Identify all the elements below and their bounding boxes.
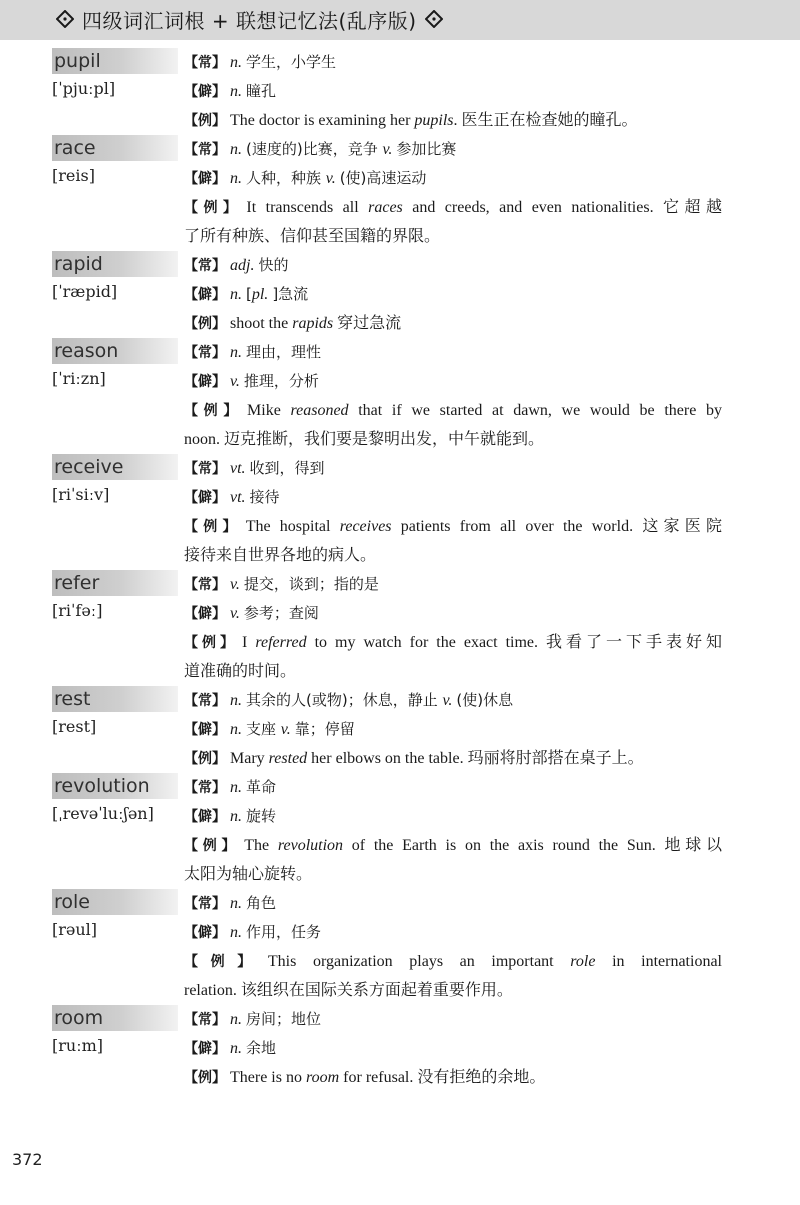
- example-sentence: [184, 744, 722, 773]
- example-text: Mike: [247, 402, 291, 419]
- headword: pupil: [54, 50, 101, 72]
- definitions: [184, 686, 722, 773]
- example-sentence: [184, 309, 722, 338]
- definition-text: 其余的人(或物)；休息，静止: [246, 691, 443, 709]
- example-line-continued: 了所有种族、信仰甚至国籍的界限。: [184, 228, 441, 245]
- headword-cell: [52, 251, 178, 277]
- definition-text: (使)高速运动: [339, 169, 427, 187]
- example-sentence: [184, 396, 722, 454]
- phonetic-transcription: [ˌrevəˈluːʃən]: [52, 804, 154, 823]
- part-of-speech: v.: [230, 373, 240, 390]
- definitions: [184, 454, 722, 570]
- part-of-speech: n.: [230, 54, 242, 71]
- headword-cell: [52, 338, 178, 364]
- part-of-speech: n.: [230, 344, 242, 361]
- example-text: shoot the: [230, 315, 293, 332]
- definition-text: [: [246, 285, 252, 303]
- definition-text: 参加比赛: [396, 140, 457, 158]
- example-line-continued: 道准确的时间。: [184, 663, 297, 680]
- definitions: [184, 889, 722, 1005]
- definition-text: 余地: [246, 1039, 277, 1057]
- example-keyword: rapids: [292, 315, 334, 332]
- word-entry: [52, 1005, 722, 1092]
- headword: revolution: [54, 775, 150, 797]
- example-sentence: [184, 512, 722, 570]
- definitions: [184, 135, 722, 251]
- part-of-speech: v.: [442, 692, 453, 709]
- example-sentence: [184, 947, 722, 1005]
- example-label: 【例】: [184, 635, 238, 651]
- headword-cell: [52, 454, 178, 480]
- example-label: 【例】: [184, 954, 264, 970]
- definition-text: ]急流: [272, 285, 309, 303]
- example-sentence: [184, 1063, 722, 1092]
- rare-label: 【僻】: [184, 374, 226, 390]
- part-of-speech: n.: [230, 83, 242, 100]
- common-definition: [184, 686, 722, 715]
- rare-definition: [184, 802, 722, 831]
- definition-text: 作用，任务: [246, 923, 322, 941]
- part-of-speech: v.: [325, 170, 336, 187]
- word-entry: [52, 48, 722, 135]
- part-of-speech: n.: [230, 286, 242, 303]
- rare-definition: [184, 77, 722, 106]
- example-text: and creeds, and even nationalities. 它超越: [402, 199, 722, 216]
- example-text: The doctor is examining her: [230, 112, 415, 129]
- rare-label: 【僻】: [184, 171, 226, 187]
- headword: receive: [54, 456, 124, 478]
- rare-label: 【僻】: [184, 287, 226, 303]
- phonetic-transcription: [ruːm]: [52, 1036, 103, 1055]
- example-keyword: receives: [339, 518, 392, 535]
- common-label: 【常】: [184, 693, 226, 709]
- word-entry: [52, 570, 722, 686]
- example-label: 【例】: [184, 751, 226, 767]
- definition-text: 提交，谈到；指的是: [243, 575, 379, 593]
- common-label: 【常】: [184, 258, 226, 274]
- example-label: 【例】: [184, 403, 244, 419]
- example-line: [184, 831, 722, 860]
- example-line: [184, 106, 722, 135]
- phonetic-transcription: [ˈræpid]: [52, 282, 118, 301]
- part-of-speech: v.: [230, 576, 240, 593]
- example-text: . 医生正在检查她的瞳孔。: [453, 112, 638, 129]
- part-of-speech: vt.: [230, 460, 246, 477]
- definition-text: 房间；地位: [246, 1010, 322, 1028]
- rare-label: 【僻】: [184, 925, 226, 941]
- running-header: [0, 0, 800, 40]
- rare-definition: [184, 280, 722, 309]
- common-label: 【常】: [184, 577, 226, 593]
- example-keyword: pupils: [414, 112, 454, 129]
- rare-label: 【僻】: [184, 722, 226, 738]
- common-label: 【常】: [184, 55, 226, 71]
- rare-definition: [184, 164, 722, 193]
- part-of-speech: v.: [230, 605, 240, 622]
- book-title: 四级词汇词根 + 联想记忆法(乱序版): [82, 8, 417, 33]
- example-label: 【例】: [184, 519, 242, 535]
- headword: role: [54, 891, 90, 913]
- part-of-speech: n.: [230, 721, 242, 738]
- word-entry: [52, 135, 722, 251]
- page-number: 372: [12, 1150, 43, 1169]
- example-line: [184, 309, 722, 338]
- definition-text: 快的: [258, 256, 289, 274]
- definition-text: 接待: [249, 488, 280, 506]
- example-text: I: [242, 634, 256, 651]
- example-text: to my watch for the exact time. 我看了一下手表好知: [306, 634, 722, 651]
- rare-label: 【僻】: [184, 1041, 226, 1057]
- example-keyword: room: [305, 1069, 340, 1086]
- headword: reason: [54, 340, 119, 362]
- common-label: 【常】: [184, 896, 226, 912]
- headword-cell: [52, 686, 178, 712]
- definition-text: 支座: [246, 720, 281, 738]
- example-keyword: role: [570, 953, 596, 970]
- phonetic-transcription: [riˈsiːv]: [52, 485, 110, 504]
- common-definition: [184, 454, 722, 483]
- example-keyword: revolution: [277, 837, 344, 854]
- common-definition: [184, 1005, 722, 1034]
- definitions: [184, 570, 722, 686]
- diamond-ornament-icon: [425, 10, 443, 28]
- definition-text: (速度的)比赛，竞争: [246, 140, 383, 158]
- example-label: 【例】: [184, 200, 243, 216]
- phonetic-transcription: [rest]: [52, 717, 97, 736]
- headword: rapid: [54, 253, 103, 275]
- rare-definition: [184, 483, 722, 512]
- definitions: [184, 251, 722, 338]
- word-entry: [52, 338, 722, 454]
- example-label: 【例】: [184, 1070, 226, 1086]
- common-definition: [184, 570, 722, 599]
- example-text: The hospital: [245, 518, 340, 535]
- example-text: This organization plays an important: [267, 953, 571, 970]
- headword-cell: [52, 135, 178, 161]
- example-text: Mary: [230, 750, 269, 767]
- definition-text: 收到，得到: [249, 459, 325, 477]
- vocabulary-entries: [52, 48, 722, 1092]
- example-text: in international: [595, 953, 722, 970]
- headword: race: [54, 137, 96, 159]
- common-definition: [184, 135, 722, 164]
- part-of-speech: n.: [230, 170, 242, 187]
- example-line: [184, 628, 722, 657]
- phonetic-transcription: [riˈfəː]: [52, 601, 103, 620]
- rare-definition: [184, 367, 722, 396]
- rare-label: 【僻】: [184, 84, 226, 100]
- example-keyword: rested: [268, 750, 308, 767]
- part-of-speech: n.: [230, 1040, 242, 1057]
- phonetic-transcription: [rəul]: [52, 920, 98, 939]
- example-line: [184, 396, 722, 425]
- word-entry: [52, 889, 722, 1005]
- definition-text: 旋转: [246, 807, 277, 825]
- definitions: [184, 773, 722, 889]
- example-text: for refusal. 没有拒绝的余地。: [339, 1069, 546, 1086]
- example-label: 【例】: [184, 838, 241, 854]
- common-label: 【常】: [184, 1012, 226, 1028]
- definition-text: 角色: [246, 894, 277, 912]
- example-line: [184, 744, 722, 773]
- part-of-speech: n.: [230, 779, 242, 796]
- part-of-speech: n.: [230, 141, 242, 158]
- definition-text: 推理，分析: [243, 372, 319, 390]
- phonetic-transcription: [reis]: [52, 166, 95, 185]
- example-sentence: [184, 106, 722, 135]
- definitions: [184, 48, 722, 135]
- example-sentence: [184, 628, 722, 686]
- common-definition: [184, 773, 722, 802]
- headword-cell: [52, 48, 178, 74]
- rare-definition: [184, 715, 722, 744]
- definition-text: 革命: [246, 778, 277, 796]
- example-sentence: [184, 831, 722, 889]
- headword-cell: [52, 1005, 178, 1031]
- definition-text: 学生，小学生: [246, 53, 337, 71]
- example-text: patients from all over the world. 这家医院: [391, 518, 722, 535]
- common-label: 【常】: [184, 345, 226, 361]
- example-text: The: [244, 837, 278, 854]
- example-text: It transcends all: [246, 199, 369, 216]
- example-line-continued: 太阳为轴心旋转。: [184, 866, 313, 883]
- word-entry: [52, 251, 722, 338]
- diamond-ornament-icon: [56, 10, 74, 28]
- rare-label: 【僻】: [184, 490, 226, 506]
- headword-cell: [52, 773, 178, 799]
- part-of-speech: n.: [230, 924, 242, 941]
- definition-text: 靠；停留: [294, 720, 355, 738]
- headword-cell: [52, 570, 178, 596]
- definitions: [184, 1005, 722, 1092]
- example-line: [184, 193, 722, 222]
- example-label: 【例】: [184, 113, 226, 129]
- definition-text: 理由，理性: [246, 343, 322, 361]
- headword: room: [54, 1007, 104, 1029]
- example-keyword: referred: [255, 634, 307, 651]
- part-of-speech: v.: [280, 721, 291, 738]
- common-definition: [184, 251, 722, 280]
- rare-definition: [184, 1034, 722, 1063]
- word-entry: [52, 773, 722, 889]
- example-line: [184, 1063, 722, 1092]
- definition-text: 参考；查阅: [243, 604, 319, 622]
- definition-text: (使)休息: [456, 691, 514, 709]
- example-line-continued: noon. 迈克推断，我们要是黎明出发，中午就能到。: [184, 431, 545, 448]
- example-line-continued: 接待来自世界各地的病人。: [184, 547, 377, 564]
- word-entry: [52, 454, 722, 570]
- definition-text: 瞳孔: [246, 82, 277, 100]
- phonetic-transcription: [ˈriːzn]: [52, 369, 106, 388]
- example-text: her elbows on the table. 玛丽将肘部搭在桌子上。: [307, 750, 644, 767]
- common-label: 【常】: [184, 142, 226, 158]
- part-of-speech: adj.: [230, 257, 255, 274]
- rare-definition: [184, 599, 722, 628]
- example-keyword: races: [368, 199, 403, 216]
- example-sentence: [184, 193, 722, 251]
- part-of-speech: n.: [230, 1011, 242, 1028]
- part-of-speech: n.: [230, 808, 242, 825]
- example-line-continued: relation. 该组织在国际关系方面起着重要作用。: [184, 982, 513, 999]
- common-label: 【常】: [184, 461, 226, 477]
- common-definition: [184, 338, 722, 367]
- headword-cell: [52, 889, 178, 915]
- rare-label: 【僻】: [184, 606, 226, 622]
- example-text: 穿过急流: [333, 315, 402, 332]
- common-definition: [184, 889, 722, 918]
- definition-text: 人种，种族: [246, 169, 326, 187]
- part-of-speech: n.: [230, 895, 242, 912]
- common-label: 【常】: [184, 780, 226, 796]
- part-of-speech: vt.: [230, 489, 246, 506]
- example-text: that if we started at dawn, we would be there by: [348, 402, 722, 419]
- rare-definition: [184, 918, 722, 947]
- part-of-speech: v.: [382, 141, 393, 158]
- part-of-speech: n.: [230, 692, 242, 709]
- running-header-content: [48, 4, 451, 34]
- headword: refer: [54, 572, 100, 594]
- example-line: [184, 947, 722, 976]
- example-keyword: reasoned: [290, 402, 349, 419]
- rare-label: 【僻】: [184, 809, 226, 825]
- phonetic-transcription: [ˈpjuːpl]: [52, 79, 116, 98]
- word-entry: [52, 686, 722, 773]
- headword: rest: [54, 688, 91, 710]
- example-label: 【例】: [184, 316, 226, 332]
- example-text: of the Earth is on the axis round the Sun. 地球以: [343, 837, 722, 854]
- part-of-speech: pl.: [251, 286, 269, 303]
- example-text: There is no: [230, 1069, 306, 1086]
- example-line: [184, 512, 722, 541]
- definitions: [184, 338, 722, 454]
- common-definition: [184, 48, 722, 77]
